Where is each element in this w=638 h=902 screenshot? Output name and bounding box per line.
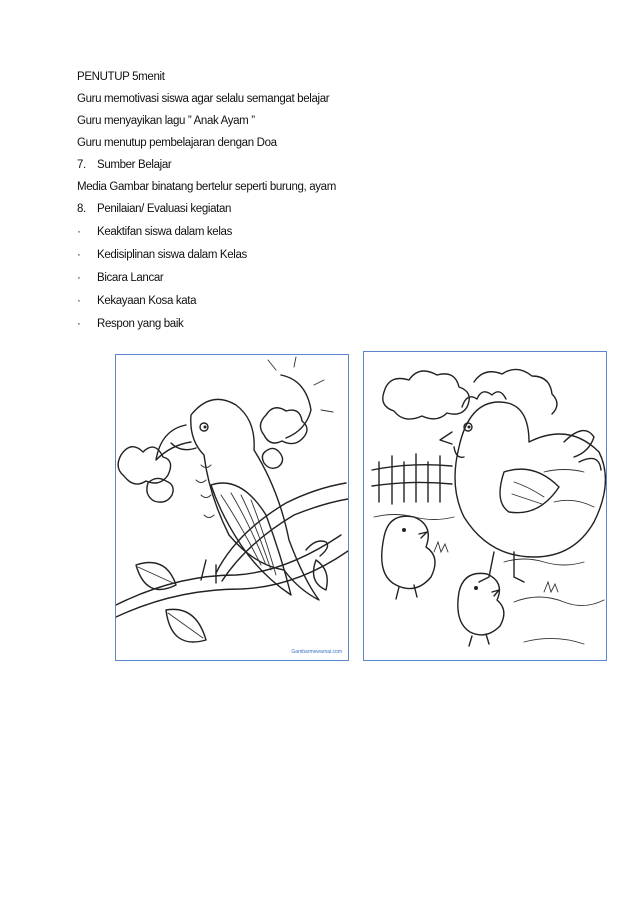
section-8-number: 8. <box>77 203 86 215</box>
bullet-text: Bicara Lancar <box>97 272 164 284</box>
section-7-number: 7. <box>77 159 86 171</box>
bullet-text: Kedisiplinan siswa dalam Kelas <box>97 249 247 261</box>
text-line-song: Guru menyayikan lagu ” Anak Ayam ” <box>77 115 255 127</box>
text-line-motivation: Guru memotivasi siswa agar selalu semangat belajar <box>77 93 330 105</box>
section-7-title: Sumber Belajar <box>97 159 172 171</box>
bird-image-frame <box>115 354 349 661</box>
bullet-symbol: · <box>77 226 81 238</box>
bullet-text: Kekayaan Kosa kata <box>97 295 197 307</box>
bullet-symbol: · <box>77 318 81 330</box>
bullet-symbol: · <box>77 272 81 284</box>
bullet-symbol: · <box>77 249 81 261</box>
section-8-title: Penilaian/ Evaluasi kegiatan <box>97 203 232 215</box>
media-line: Media Gambar binatang bertelur seperti burung, ayam <box>77 181 336 193</box>
chicken-image-frame <box>363 351 607 661</box>
closing-heading: PENUTUP 5menit <box>77 71 165 83</box>
bullet-text: Respon yang baik <box>97 318 184 330</box>
bullet-symbol: · <box>77 295 81 307</box>
bullet-text: Keaktifan siswa dalam kelas <box>97 226 233 238</box>
text-line-prayer: Guru menutup pembelajaran dengan Doa <box>77 137 277 149</box>
hen-and-chicks-coloring-icon <box>364 352 606 660</box>
bird-coloring-icon <box>116 355 348 660</box>
image-watermark: Gambarmewarnai.com <box>291 649 342 655</box>
